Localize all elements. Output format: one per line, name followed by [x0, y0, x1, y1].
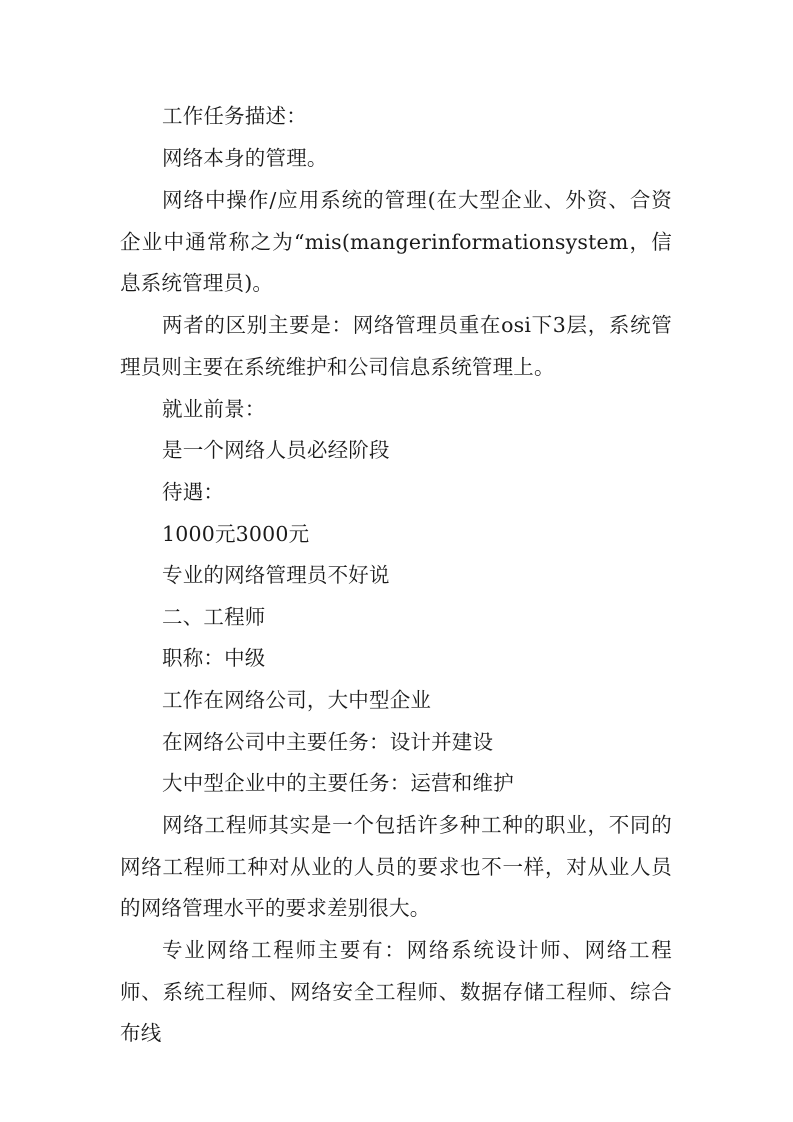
paragraph-salary-heading: 待遇： [162, 480, 225, 504]
paragraph-enterprise-task: 大中型企业中的主要任务：运营和维护 [162, 771, 514, 795]
paragraph-network-company-task: 在网络公司中主要任务：设计并建设 [162, 730, 494, 754]
paragraph-engineer-description: 网络工程师其实是一个包括许多种工种的职业，不同的网络工程师工种对从业的人员的要求也不一样，对从业人员的网络管理水平的要求差别很大。 [120, 813, 672, 921]
paragraph-workplace: 工作在网络公司，大中型企业 [162, 688, 432, 712]
section-heading-engineer: 二、工程师 [162, 605, 266, 629]
paragraph-engineer-types: 专业网络工程师主要有：网络系统设计师、网络工程师、系统工程师、网络安全工程师、数据存储工程师、综合布线 [120, 938, 672, 1046]
paragraph-necessary-stage: 是一个网络人员必经阶段 [162, 438, 390, 462]
paragraph-salary-range: 1000元3000元 [162, 522, 310, 546]
paragraph-title-level: 职称：中级 [162, 646, 266, 670]
paragraph-difference: 两者的区别主要是：网络管理员重在osi下3层，系统管理员则主要在系统维护和公司信息系统管理上。 [120, 313, 672, 379]
paragraph-professional-admin: 专业的网络管理员不好说 [162, 563, 390, 587]
paragraph-system-management: 网络中操作/应用系统的管理(在大型企业、外资、合资企业中通常称之为“mis(mangerinformationsystem，信息系统管理员)。 [120, 188, 672, 296]
paragraph-employment-prospects-heading: 就业前景： [162, 397, 266, 421]
paragraph-network-management: 网络本身的管理。 [162, 146, 328, 170]
paragraph-task-description-heading: 工作任务描述： [162, 104, 307, 128]
